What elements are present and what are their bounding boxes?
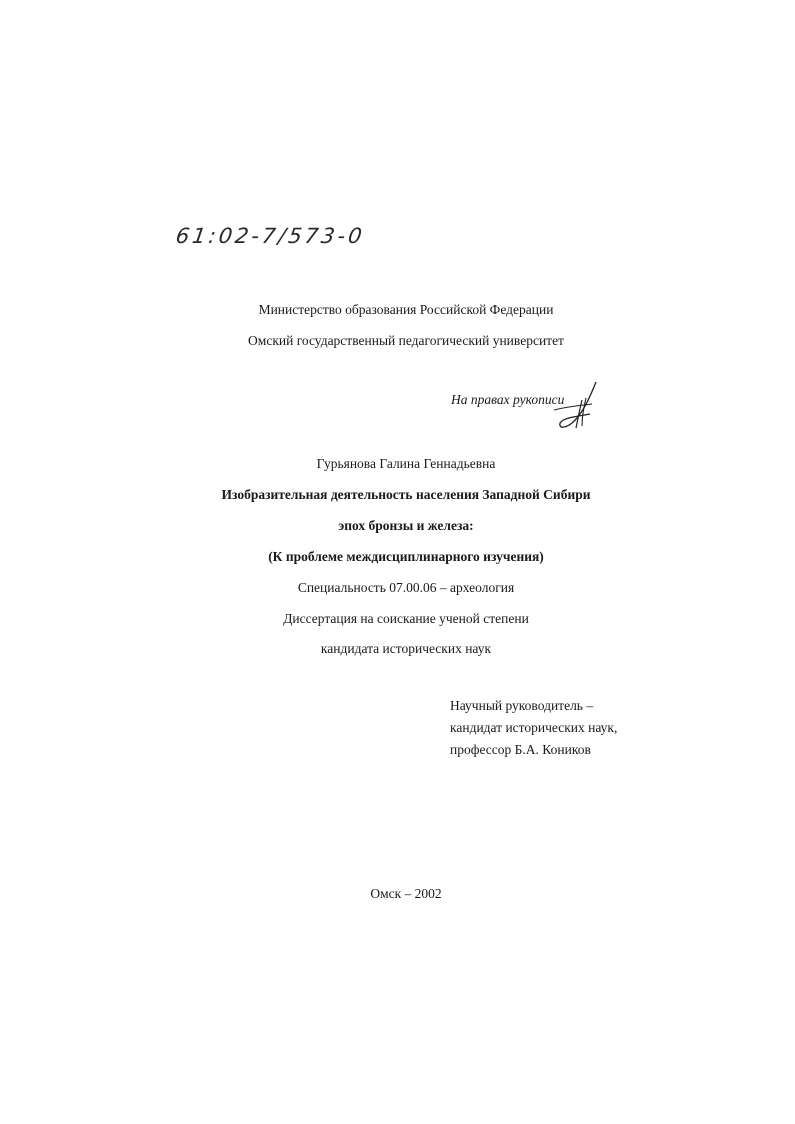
title-line-2: эпох бронзы и железа: [338,518,474,533]
specialty: Специальность 07.00.06 – археология [297,580,515,595]
title-line-1: Изобразительная деятельность населения Западной Сибири [221,487,591,502]
handwritten-catalog-number: 61:02-7/573-0 [174,224,367,248]
university-name: Омский государственный педагогический университет [248,333,564,348]
supervisor-line-2: кандидат исторических наук, [450,720,618,735]
supervisor-line-3: профессор Б.А. Коников [450,742,591,757]
rights-note: На правах рукописи [451,392,565,407]
ministry-name: Министерство образования Российской Федерации [258,302,554,317]
signature-icon [552,380,604,430]
title-line-3: (К проблеме междисциплинарного изучения) [268,549,544,564]
degree: кандидата исторических наук [320,641,492,656]
author-name: Гурьянова Галина Геннадьевна [316,456,496,471]
supervisor-line-1: Научный руководитель – [450,698,594,713]
supervisor-block [450,695,617,761]
city-year: Омск – 2002 [370,886,442,901]
dissertation-type: Диссертация на соискание ученой степени [283,611,529,626]
